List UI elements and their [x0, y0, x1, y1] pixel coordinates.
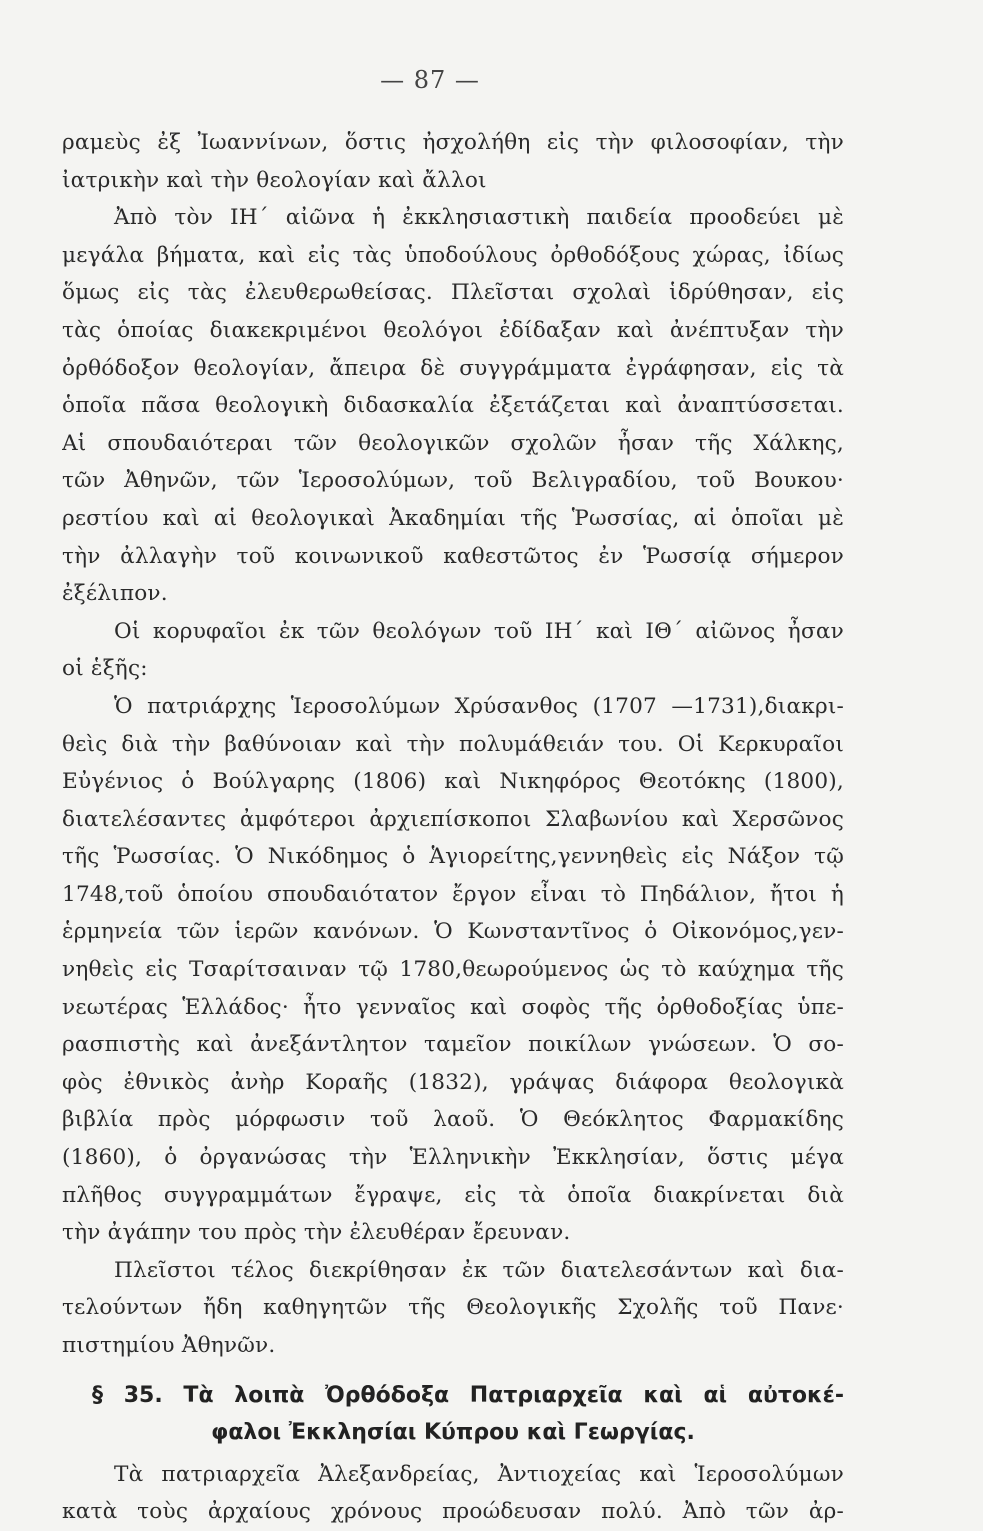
text-line: νεωτέρας Ἑλλάδος· ἦτο γενναῖος καὶ σοφὸς τῆς ὀρθοδοξίας ὑπε-: [62, 994, 844, 1020]
text-line: τὴν ἀγάπην του πρὸς τὴν ἐλευθέραν ἔρευναν.: [62, 1220, 571, 1246]
page-number: — 87 —: [380, 66, 480, 94]
text-line: Οἱ κορυφαῖοι ἐκ τῶν θεολόγων τοῦ ΙΗ´ καὶ ΙΘ´ αἰῶνος ἦσαν: [114, 618, 844, 644]
text-line: διατελέσαντες ἀμφότεροι ἀρχιεπίσκοποι Σλαβωνίου καὶ Χερσῶνος: [62, 806, 844, 832]
text-line: θεὶς διὰ τὴν βαθύνοιαν καὶ τὴν πολυμάθειάν του. Οἱ Κερκυραῖοι: [62, 731, 844, 757]
text-line: ὁποῖα πᾶσα θεολογικὴ διδασκαλία ἐξετάζεται καὶ ἀναπτύσσεται.: [62, 393, 844, 419]
text-line: 1748,τοῦ ὁποίου σπουδαιότατον ἔργον εἶναι τὸ Πηδάλιον, ἤτοι ἡ: [62, 881, 844, 907]
text-line: ὀρθόδοξον θεολογίαν, ἄπειρα δὲ συγγράμματα ἐγράφησαν, εἰς τὰ: [62, 355, 844, 381]
text-line: νηθεὶς εἰς Τσαρίτσαιναν τῷ 1780,θεωρούμενος ὡς τὸ καύχημα τῆς: [62, 957, 844, 983]
text-line: Εὐγένιος ὁ Βούλγαρης (1806) καὶ Νικηφόρος Θεοτόκης (1800),: [62, 769, 844, 795]
text-line: ὅμως εἰς τὰς ἐλευθερωθείσας. Πλεῖσται σχολαὶ ἱδρύθησαν, εἰς: [62, 280, 844, 306]
section-heading-line: § 35. Τὰ λοιπὰ Ὀρθόδοξα Πατριαρχεῖα καὶ αἱ αὐτοκέ-: [92, 1382, 844, 1408]
text-line: ἐξέλιπον.: [62, 581, 168, 607]
text-line: βιβλία πρὸς μόρφωσιν τοῦ λαοῦ. Ὁ Θεόκλητος Φαρμακίδης: [62, 1107, 844, 1133]
text-line: τὰς ὁποίας διακεκριμένοι θεολόγοι ἐδίδαξαν καὶ ἀνέπτυξαν τὴν: [62, 317, 844, 343]
spacer: [62, 1365, 844, 1377]
text-line: τὴν ἀλλαγὴν τοῦ κοινωνικοῦ καθεστῶτος ἐν Ῥωσσίᾳ σήμερον: [62, 543, 844, 569]
text-line: Ἀπὸ τὸν ΙΗ´ αἰῶνα ἡ ἐκκλησιαστικὴ παιδεία προοδεύει μὲ: [114, 205, 844, 231]
section-heading-line: φαλοι Ἐκκλησίαι Κύπρου καὶ Γεωργίας.: [211, 1420, 695, 1446]
text-line: τελούντων ἤδη καθηγητῶν τῆς Θεολογικῆς Σχολῆς τοῦ Πανε·: [62, 1295, 844, 1321]
text-line: πλῆθος συγγραμμάτων ἔγραψε, εἰς τὰ ὁποῖα διακρίνεται διὰ: [62, 1182, 844, 1208]
text-line: Ὁ πατριάρχης Ἱεροσολύμων Χρύσανθος (1707 —1731),διακρι-: [114, 693, 844, 719]
text-line: φὸς ἐθνικὸς ἀνὴρ Κοραῆς (1832), γράψας διάφορα θεολογικὰ: [62, 1069, 844, 1095]
text-line: Αἱ σπουδαιότεραι τῶν θεολογικῶν σχολῶν ἦσαν τῆς Χάλκης,: [62, 430, 844, 456]
text-line: ἰατρικὴν καὶ τὴν θεολογίαν καὶ ἄλλοι: [62, 167, 487, 193]
text-line: κατὰ τοὺς ἀρχαίους χρόνους προώδευσαν πολύ. Ἀπὸ τῶν ἀρ-: [62, 1499, 844, 1525]
text-line: οἱ ἑξῆς:: [62, 656, 148, 682]
text-line: ἑρμηνεία τῶν ἱερῶν κανόνων. Ὁ Κωνσταντῖνος ὁ Οἰκονόμος,γεν-: [62, 919, 844, 945]
text-line: ρεστίου καὶ αἱ θεολογικαὶ Ἀκαδημίαι τῆς Ῥωσσίας, αἱ ὁποῖαι μὲ: [62, 505, 844, 531]
text-line: μεγάλα βήματα, καὶ εἰς τὰς ὑποδούλους ὀρθοδόξους χώρας, ἰδίως: [62, 242, 844, 268]
text-line: (1860), ὁ ὀργανώσας τὴν Ἑλληνικὴν Ἐκκλησίαν, ὅστις μέγα: [62, 1145, 844, 1171]
page-body: [62, 124, 844, 1531]
text-line: Πλεῖστοι τέλος διεκρίθησαν ἐκ τῶν διατελεσάντων καὶ δια-: [114, 1257, 844, 1283]
text-line: τῆς Ῥωσσίας. Ὁ Νικόδημος ὁ Ἁγιορείτης,γεννηθεὶς εἰς Νάξον τῷ: [62, 844, 844, 870]
text-line: ρασπιστὴς καὶ ἀνεξάντλητον ταμεῖον ποικίλων γνώσεων. Ὁ σο-: [62, 1032, 844, 1058]
text-line: Τὰ πατριαρχεῖα Ἀλεξανδρείας, Ἀντιοχείας καὶ Ἱεροσολύμων: [114, 1461, 844, 1487]
text-line: ραμεὺς ἐξ Ἰωαννίνων, ὅστις ἠσχολήθη εἰς τὴν φιλοσοφίαν, τὴν: [62, 130, 844, 155]
text-line: πιστημίου Ἀθηνῶν.: [62, 1333, 276, 1358]
text-line: τῶν Ἀθηνῶν, τῶν Ἱεροσολύμων, τοῦ Βελιγραδίου, τοῦ Βουκου·: [62, 468, 844, 494]
